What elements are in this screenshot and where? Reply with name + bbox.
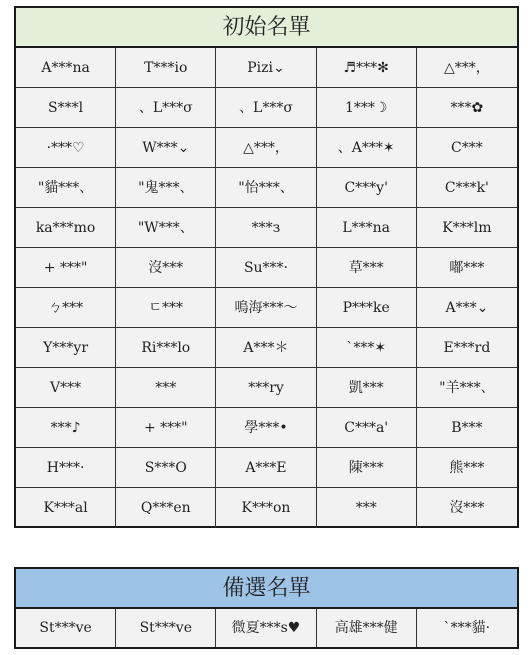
name-cell: S***O (116, 448, 216, 488)
name-cell: 鳴海***～ (216, 288, 316, 328)
name-cell: ka***mo (16, 208, 116, 248)
name-cell: A***＊ (216, 328, 316, 368)
name-cell: Su***· (216, 248, 316, 288)
name-cell: C*** (417, 128, 517, 168)
name-cell: "羊***、 (417, 368, 517, 408)
name-cell: 沒*** (116, 248, 216, 288)
name-cell: A***⌄ (417, 288, 517, 328)
name-cell: A***na (16, 48, 116, 88)
name-cell: K***on (216, 488, 316, 528)
name-cell: Q***en (116, 488, 216, 528)
name-cell: ***з (216, 208, 316, 248)
name-cell: "怡***、 (216, 168, 316, 208)
name-cell: H***· (16, 448, 116, 488)
name-cell: E***rd (417, 328, 517, 368)
name-cell: 微夏***s♥ (216, 609, 316, 647)
name-cell: V*** (16, 368, 116, 408)
name-cell: 、L***σ (216, 88, 316, 128)
name-cell: `***貓· (443, 620, 491, 636)
name-cell: St***ve (116, 609, 216, 647)
name-cell: T***io (116, 48, 216, 88)
name-cell: △***， (216, 128, 316, 168)
name-cell: Ri***lo (116, 328, 216, 368)
name-cell: 1***☽ (317, 88, 417, 128)
name-cell: C***a' (317, 408, 417, 448)
name-cell: 沒*** (449, 500, 485, 516)
name-cell: C***y' (317, 168, 417, 208)
name-cell: C***k' (417, 168, 517, 208)
backup-list-panel (14, 567, 519, 649)
name-cell: `***✶ (317, 328, 417, 368)
name-cell: ㄷ*** (116, 288, 216, 328)
name-cell: "貓***、 (16, 168, 116, 208)
name-cell: △***， (417, 48, 517, 88)
name-cell: K***lm (417, 208, 517, 248)
name-cell: 、L***σ (116, 88, 216, 128)
name-cell: P***ke (317, 288, 417, 328)
name-cell: S***l (16, 88, 116, 128)
name-cell: ***ry (216, 368, 316, 408)
name-cell: W***⌄ (116, 128, 216, 168)
name-cell: ㄅ*** (16, 288, 116, 328)
name-cell: ***♪ (16, 408, 116, 448)
name-cell: ·***♡ (16, 128, 116, 168)
name-cell: Pizi⌄ (216, 48, 316, 88)
name-cell: 熊*** (417, 448, 517, 488)
name-cell: ***✿ (417, 88, 517, 128)
name-cell: "鬼***、 (116, 168, 216, 208)
initial-list-grid (16, 48, 517, 528)
name-cell: ♬***✻ (317, 48, 417, 88)
initial-list-title: 初始名單 (16, 8, 517, 48)
name-cell: *** (116, 368, 216, 408)
name-cell: L***na (317, 208, 417, 248)
name-cell: + ***" (16, 248, 116, 288)
name-cell: 學***• (216, 408, 316, 448)
name-cell: 嘟*** (417, 248, 517, 288)
backup-list-grid (16, 609, 517, 647)
name-cell: *** (317, 488, 417, 528)
name-cell: 凱*** (317, 368, 417, 408)
name-cell: "W***、 (116, 208, 216, 248)
name-cell: K***al (16, 488, 116, 528)
initial-list-panel (14, 6, 519, 528)
name-cell: + ***" (116, 408, 216, 448)
name-cell: 陳*** (317, 448, 417, 488)
name-cell: 、A***✶ (317, 128, 417, 168)
name-cell: B*** (417, 408, 517, 448)
name-cell: 草*** (317, 248, 417, 288)
name-cell: Y***yr (16, 328, 116, 368)
name-cell: A***E (216, 448, 316, 488)
backup-list-title: 備選名單 (16, 569, 517, 609)
name-cell: St***ve (16, 609, 116, 647)
name-cell: 高雄***健 (317, 609, 417, 647)
